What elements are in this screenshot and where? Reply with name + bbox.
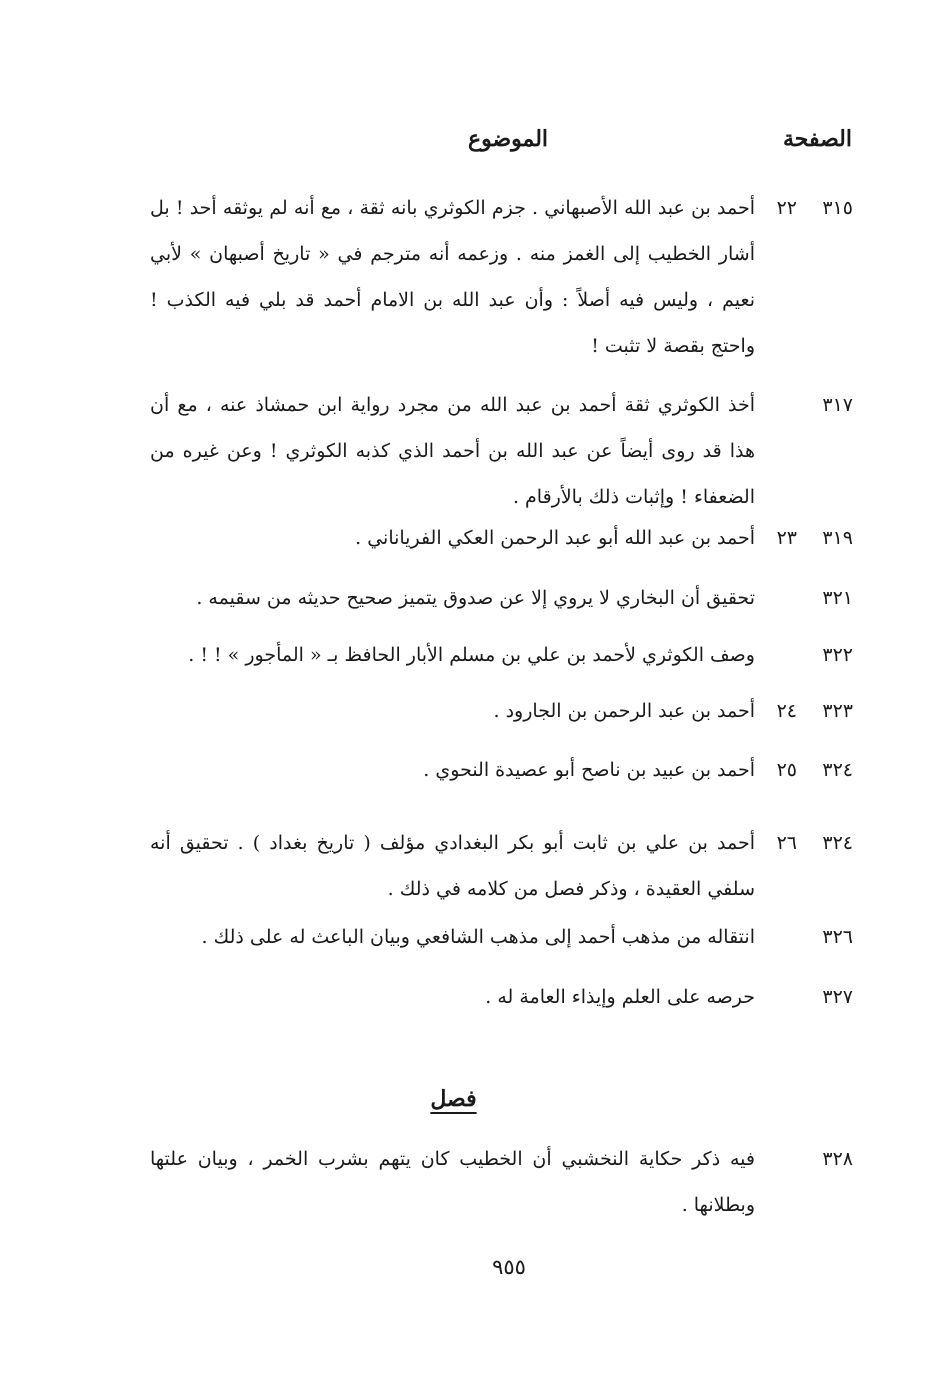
- entry-page-number: ٣٢٧: [822, 986, 853, 1008]
- entry-number: ٢٢: [776, 197, 797, 219]
- entry-text: تحقيق أن البخاري لا يروي إلا عن صدوق يتميز صحيح حديثه من سقيمه .: [196, 587, 755, 609]
- entry-number: ٢٦: [776, 832, 797, 854]
- entry-page-number: ٣٢٤: [822, 759, 853, 781]
- entry-text: أخذ الكوثري ثقة أحمد بن عبد الله من مجرد رواية ابن حمشاذ عنه ، مع أن هذا قد روى أيضاً عن عبد الله بن أحمد الذي كذبه الكوثري ! وعن غيره من الضعفاء ! وإثبات ذلك بالأرقام .: [150, 394, 755, 508]
- section-heading: فصل: [430, 1086, 477, 1112]
- entry-page-number: ٣١٥: [822, 197, 853, 219]
- entry-page-number: ٣٢٨: [822, 1148, 853, 1170]
- entry-page-number: ٣٢٤: [822, 832, 853, 854]
- entry-text: انتقاله من مذهب أحمد إلى مذهب الشافعي وبيان الباعث له على ذلك .: [201, 926, 755, 948]
- entry-page-number: ٣٢١: [822, 587, 853, 609]
- entry-page-number: ٣١٧: [822, 394, 853, 416]
- topic-column-header: الموضوع: [467, 126, 549, 152]
- entry-number: ٢٥: [776, 759, 797, 781]
- page-folio-number: ٩٥٥: [492, 1255, 526, 1279]
- entry-number: ٢٣: [776, 527, 797, 549]
- entry-text: أحمد بن عبد الرحمن بن الجارود .: [493, 700, 755, 722]
- entry-text: حرصه على العلم وإيذاء العامة له .: [485, 986, 755, 1008]
- entry-text: أحمد بن علي بن ثابت أبو بكر البغدادي مؤلف ( تاريخ بغداد ) . تحقيق أنه سلفي العقيدة ، وذكر فصل من كلامه في ذلك .: [150, 832, 755, 900]
- entry-text: فيه ذكر حكاية النخشبي أن الخطيب كان يتهم بشرب الخمر ، وبيان علتها وبطلانها .: [150, 1148, 755, 1216]
- entry-page-number: ٣١٩: [822, 527, 853, 549]
- entry-page-number: ٣٢٢: [822, 644, 853, 666]
- entry-text: أحمد بن عبد الله أبو عبد الرحمن العكي الفرياناني .: [355, 527, 755, 549]
- entry-text: وصف الكوثري لأحمد بن علي بن مسلم الأبار الحافظ بـ « المأجور » ! ! .: [188, 644, 755, 666]
- entry-page-number: ٣٢٦: [822, 926, 853, 948]
- page-column-header: الصفحة: [782, 126, 852, 152]
- entry-text: أحمد بن عبد الله الأصبهاني . جزم الكوثري بانه ثقة ، مع أنه لم يوثقه أحد ! بل أشار الخطيب إلى الغمز منه . وزعمه أنه مترجم في « تاريخ أصبهان » لأبي نعيم ، وليس فيه أصلاً : وأن عبد الله بن الامام أحمد قد بلي فيه الكذب ! واحتج بقصة لا تثبت !: [150, 197, 755, 357]
- entry-number: ٢٤: [776, 700, 797, 722]
- entry-text: أحمد بن عبيد بن ناصح أبو عصيدة النحوي .: [423, 759, 755, 781]
- entry-page-number: ٣٢٣: [822, 700, 853, 722]
